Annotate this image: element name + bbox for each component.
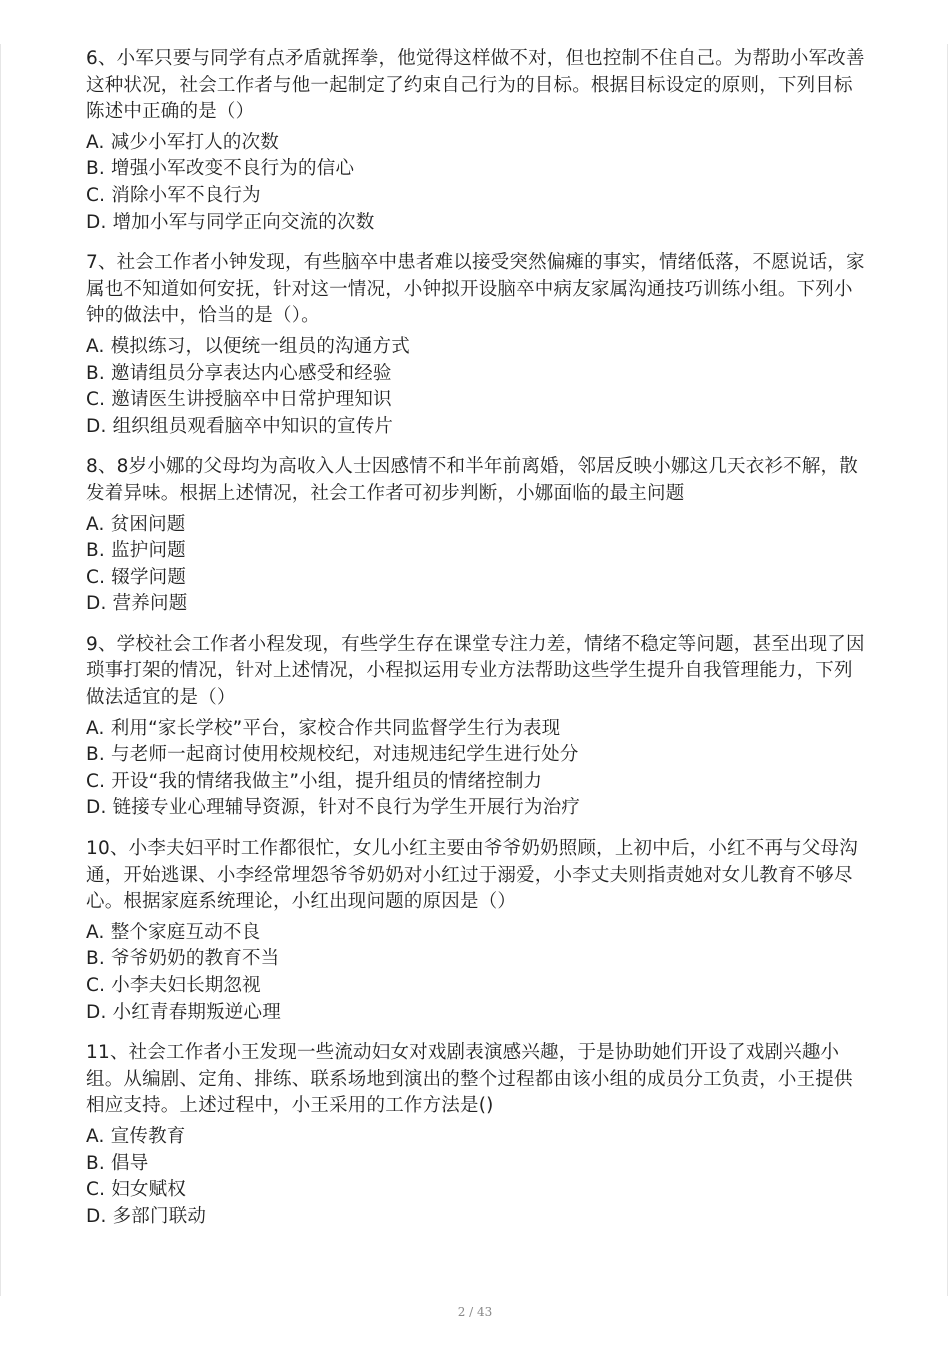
question-stem: 10、小李夫妇平时工作都很忙，女儿小红主要由爷爷奶奶照顾，上初中后，小红不再与父母沟通，开始逃课、小李经常埋怨爷爷奶奶对小红过于溺爱，小李丈夫则指责她对女儿教育不够尽心。根据家庭系统理论，小红出现问题的原因是（） bbox=[86, 838, 858, 913]
question-stem: 11、社会工作者小王发现一些流动妇女对戏剧表演感兴趣，于是协助她们开设了戏剧兴趣小组。从编剧、定角、排练、联系场地到演出的整个过程都由该小组的成员分工负责，小王提供相应支持。上述过程中，小王采用的工作方法是() bbox=[86, 1042, 853, 1117]
option-b: B. 与老师一起商讨使用校规校纪，对违规违纪学生进行处分 bbox=[86, 744, 579, 766]
option-a: A. 利用“家长学校”平台，家校合作共同监督学生行为表现 bbox=[86, 717, 561, 739]
option-d: D. 组织组员观看脑卒中知识的宣传片 bbox=[86, 415, 394, 437]
option-c: C. 辍学问题 bbox=[86, 566, 187, 588]
question-11 bbox=[86, 1040, 866, 1230]
option-d: D. 营养问题 bbox=[86, 593, 188, 615]
question-7 bbox=[86, 250, 866, 440]
option-d: D. 多部门联动 bbox=[86, 1205, 207, 1227]
question-stem: 7、社会工作者小钟发现，有些脑卒中患者难以接受突然偏瘫的事实，情绪低落，不愿说话，家属也不知道如何安抚，针对这一情况，小钟拟开设脑卒中病友家属沟通技巧训练小组。下列小钟的做法中，恰当的是（）。 bbox=[86, 252, 865, 327]
option-b: B. 爷爷奶奶的教育不当 bbox=[86, 948, 280, 970]
option-b: B. 增强小军改变不良行为的信心 bbox=[86, 158, 355, 180]
option-b: B. 倡导 bbox=[86, 1152, 149, 1174]
option-c: C. 邀请医生讲授脑卒中日常护理知识 bbox=[86, 389, 392, 411]
option-c: C. 小李夫妇长期忽视 bbox=[86, 975, 261, 996]
option-d: D. 增加小军与同学正向交流的次数 bbox=[86, 211, 375, 233]
question-8 bbox=[86, 454, 866, 618]
option-a: A. 整个家庭互动不良 bbox=[86, 921, 261, 943]
option-a: A. 减少小军打人的次数 bbox=[86, 131, 279, 153]
question-10 bbox=[86, 836, 866, 1026]
option-a: A. 模拟练习，以便统一组员的沟通方式 bbox=[86, 335, 410, 357]
question-stem: 6、小军只要与同学有点矛盾就挥拳，他觉得这样做不对，但也控制不住自己。为帮助小军改善这种状况，社会工作者与他一起制定了约束自己行为的目标。根据目标设定的原则，下列目标陈述中正确的是（） bbox=[86, 48, 865, 123]
option-a: A. 宣传教育 bbox=[86, 1125, 186, 1147]
question-9 bbox=[86, 632, 866, 822]
option-d: D. 链接专业心理辅导资源，针对不良行为学生开展行为治疗 bbox=[86, 797, 581, 819]
page-number: 2 / 43 bbox=[457, 1305, 493, 1319]
option-a: A. 贫困问题 bbox=[86, 513, 186, 535]
option-c: C. 妇女赋权 bbox=[86, 1179, 187, 1201]
option-b: B. 监护问题 bbox=[86, 540, 186, 562]
option-c: C. 消除小军不良行为 bbox=[86, 184, 261, 206]
document-content bbox=[86, 46, 866, 1244]
option-b: B. 邀请组员分享表达内心感受和经验 bbox=[86, 362, 392, 384]
option-c: C. 开设“我的情绪我做主”小组，提升组员的情绪控制力 bbox=[86, 770, 543, 792]
question-6 bbox=[86, 46, 866, 236]
question-stem: 8、8岁小娜的父母均为高收入人士因感情不和半年前离婚，邻居反映小娜这几天衣衫不解，散发着异味。根据上述情况，社会工作者可初步判断，小娜面临的最主问题 bbox=[86, 456, 858, 504]
option-d: D. 小红青春期叛逆心理 bbox=[86, 1001, 281, 1023]
question-stem: 9、学校社会工作者小程发现，有些学生存在课堂专注力差，情绪不稳定等问题，甚至出现了因琐事打架的情况，针对上述情况，小程拟运用专业方法帮助这些学生提升自我管理能力，下列做法适宜的是（） bbox=[86, 633, 865, 709]
